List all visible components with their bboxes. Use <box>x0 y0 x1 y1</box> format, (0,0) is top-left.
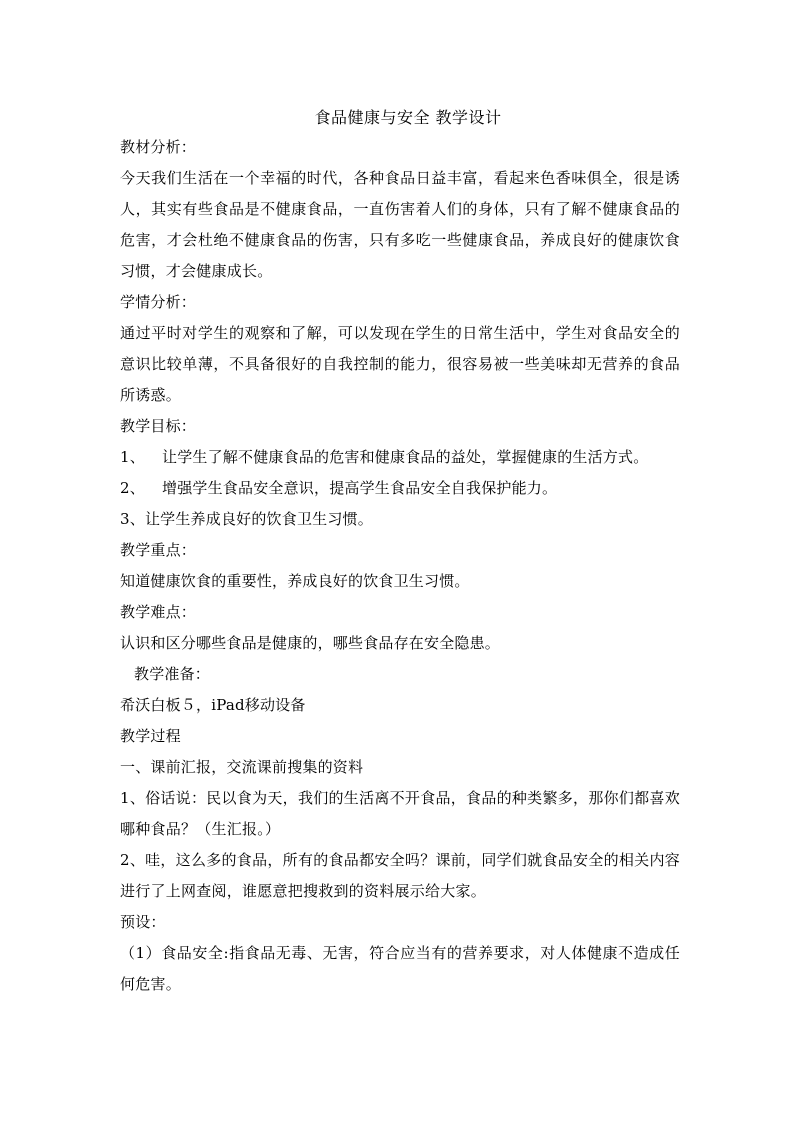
document-page <box>120 104 680 1000</box>
student-body: 通过平时对学生的观察和了解，可以发现在学生的日常生活中，学生对食品安全的意识比较单薄，不具备很好的自我控制的能力，很容易被一些美味却无营养的食品所诱惑。 <box>120 324 680 404</box>
goal-heading: 教学目标： <box>120 417 197 435</box>
step1-item-1: 1、俗话说：民以食为天，我们的生活离不开食品，食品的种类繁多，那你们都喜欢哪种食品？（生汇报。） <box>120 789 680 838</box>
goal-item-2-text: 增强学生食品安全意识，提高学生食品安全自我保护能力。 <box>162 479 558 497</box>
prep-body: 希沃白板５，iPad移动设备 <box>120 696 306 714</box>
preset-item-1: （1）食品安全:指食品无毒、无害，符合应当有的营养要求，对人体健康不造成任何危害。 <box>120 944 680 993</box>
difficulty-body: 认识和区分哪些食品是健康的，哪些食品存在安全隐患。 <box>120 634 501 652</box>
goal-item-1-text: 让学生了解不健康食品的危害和健康食品的益处，掌握健康的生活方式。 <box>162 448 649 466</box>
process-heading: 教学过程 <box>120 727 181 745</box>
step1-heading: 一、课前汇报，交流课前搜集的资料 <box>120 758 364 776</box>
goal-item-1-number: 1、 <box>120 448 145 466</box>
preset-heading: 预设： <box>120 913 166 931</box>
material-heading: 教材分析： <box>120 138 197 156</box>
goal-item-3-number: 3、 <box>120 510 145 528</box>
material-body: 今天我们生活在一个幸福的时代，各种食品日益丰富，看起来色香味俱全，很是诱人，其实有些食品是不健康食品，一直伤害着人们的身体，只有了解不健康食品的危害，才会杜绝不健康食品的伤害，只有多吃一些健康食品，养成良好的健康饮食习惯，才会健康成长。 <box>120 169 680 280</box>
key-heading: 教学重点： <box>120 541 197 559</box>
goal-item-3-text: 让学生养成良好的饮食卫生习惯。 <box>144 510 373 528</box>
goal-item-1 <box>120 442 680 473</box>
goal-item-3 <box>120 504 680 535</box>
difficulty-heading: 教学难点： <box>120 603 197 621</box>
key-body: 知道健康饮食的重要性，养成良好的饮食卫生习惯。 <box>120 572 470 590</box>
prep-heading: 教学准备： <box>134 665 211 683</box>
step1-item-2: 2、哇，这么多的食品，所有的食品都安全吗？课前，同学们就食品安全的相关内容进行了上网查阅，谁愿意把搜救到的资料展示给大家。 <box>120 851 680 900</box>
goal-item-2 <box>120 473 680 504</box>
goal-item-2-number: 2、 <box>120 479 145 497</box>
document-title: 食品健康与安全 教学设计 <box>314 108 502 127</box>
student-heading: 学情分析： <box>120 293 197 311</box>
